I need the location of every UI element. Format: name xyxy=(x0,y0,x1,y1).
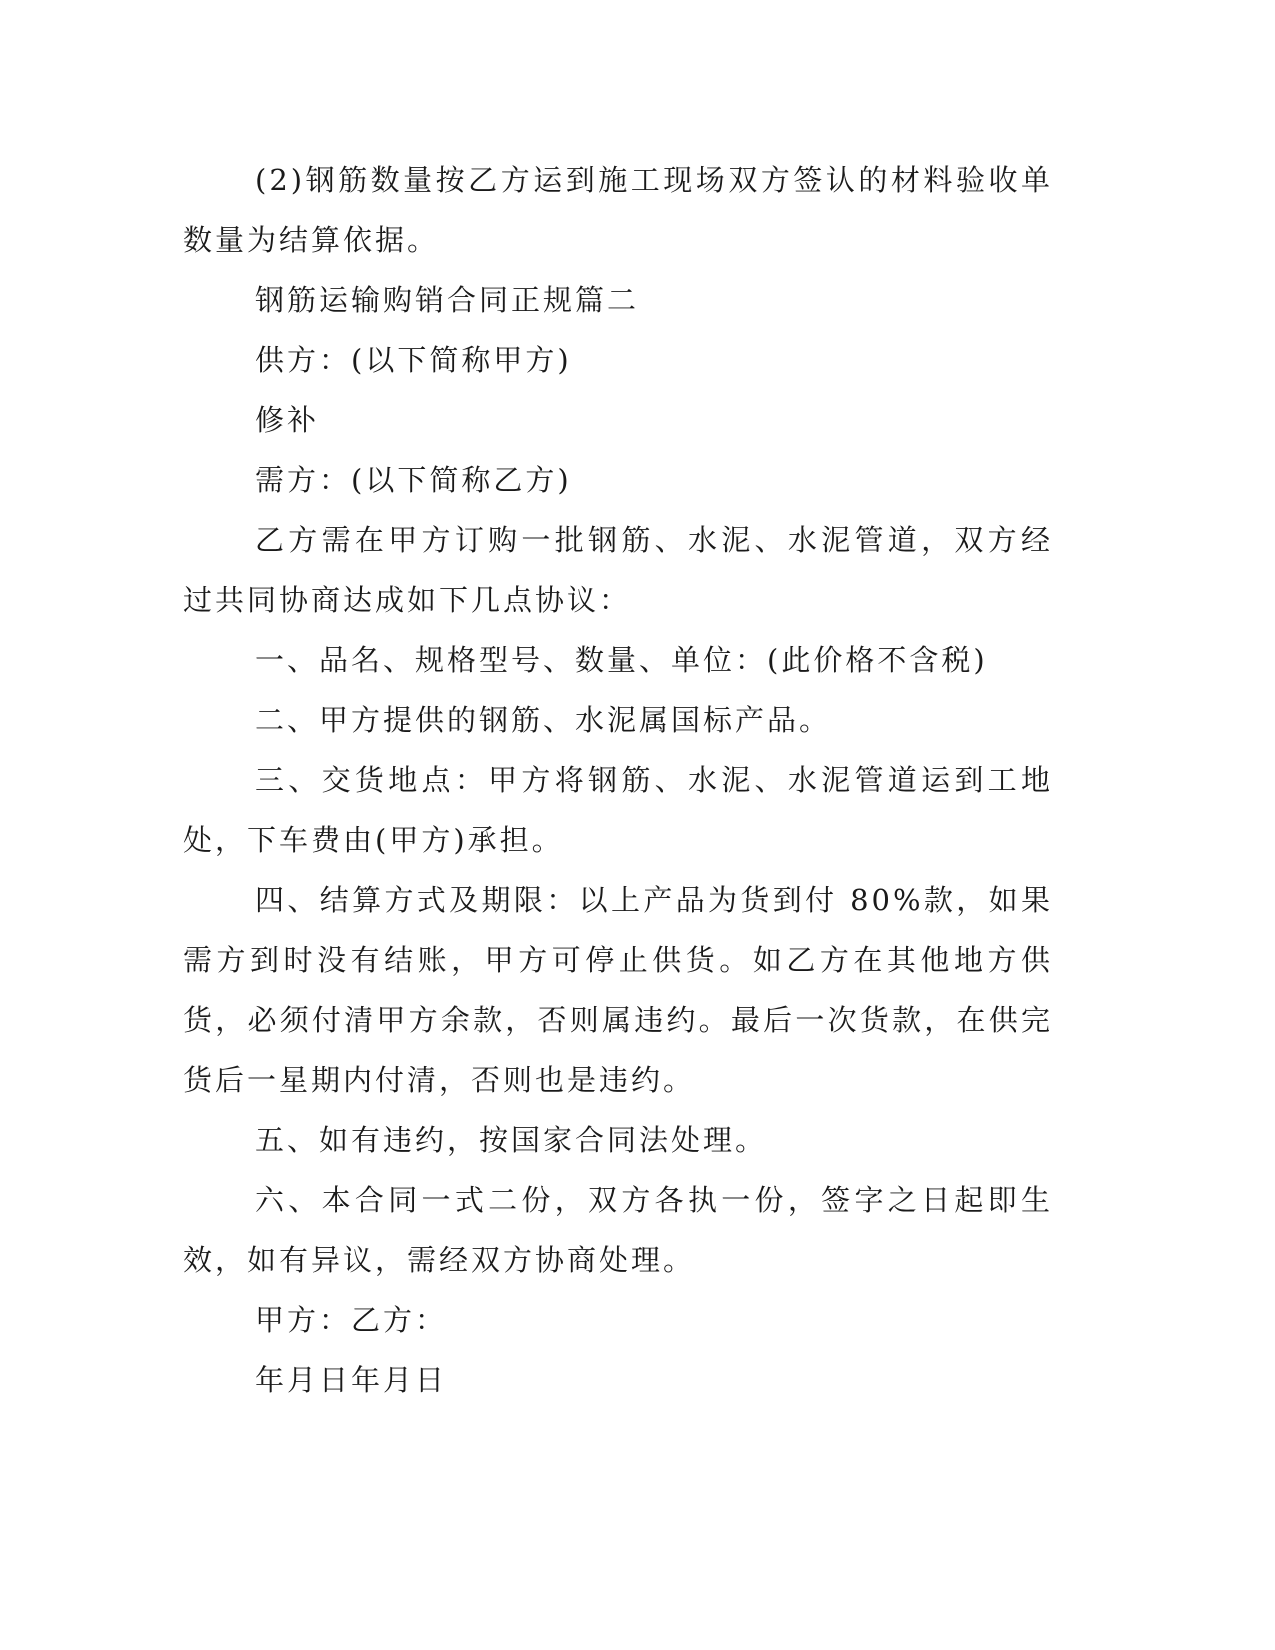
section-heading: 钢筋运输购销合同正规篇二 xyxy=(255,283,640,317)
clause-1: 一、品名、规格型号、数量、单位：(此价格不含税) xyxy=(255,643,988,677)
clause-5: 五、如有违约，按国家合同法处理。 xyxy=(255,1123,768,1157)
document-body xyxy=(183,150,1053,1410)
clause-3: 三、交货地点：甲方将钢筋、水泥、水泥管道运到工地处，下车费由(甲方)承担。 xyxy=(183,763,1053,857)
paragraph-settlement-basis: (2)钢筋数量按乙方运到施工现场双方签认的材料验收单数量为结算依据。 xyxy=(183,163,1053,257)
supplier-line: 供方：(以下简称甲方) xyxy=(255,343,572,377)
clause-6: 六、本合同一式二份，双方各执一份，签字之日起即生效，如有异议，需经双方协商处理。 xyxy=(183,1183,1053,1277)
signature-date-line: 年月日年月日 xyxy=(255,1363,448,1397)
clause-4: 四、结算方式及期限：以上产品为货到付 80%款，如果需方到时没有结账，甲方可停止供货。如乙方在其他地方供货，必须付清甲方余款，否则属违约。最后一次货款，在供完货后一星期内付清，否则也是违约。 xyxy=(183,883,1053,1097)
note-line: 修补 xyxy=(255,403,320,437)
clause-2: 二、甲方提供的钢筋、水泥属国标产品。 xyxy=(255,703,832,737)
paragraph-intro: 乙方需在甲方订购一批钢筋、水泥、水泥管道，双方经过共同协商达成如下几点协议： xyxy=(183,523,1053,617)
buyer-line: 需方：(以下简称乙方) xyxy=(255,463,572,497)
signature-parties-line: 甲方：乙方： xyxy=(255,1303,448,1337)
